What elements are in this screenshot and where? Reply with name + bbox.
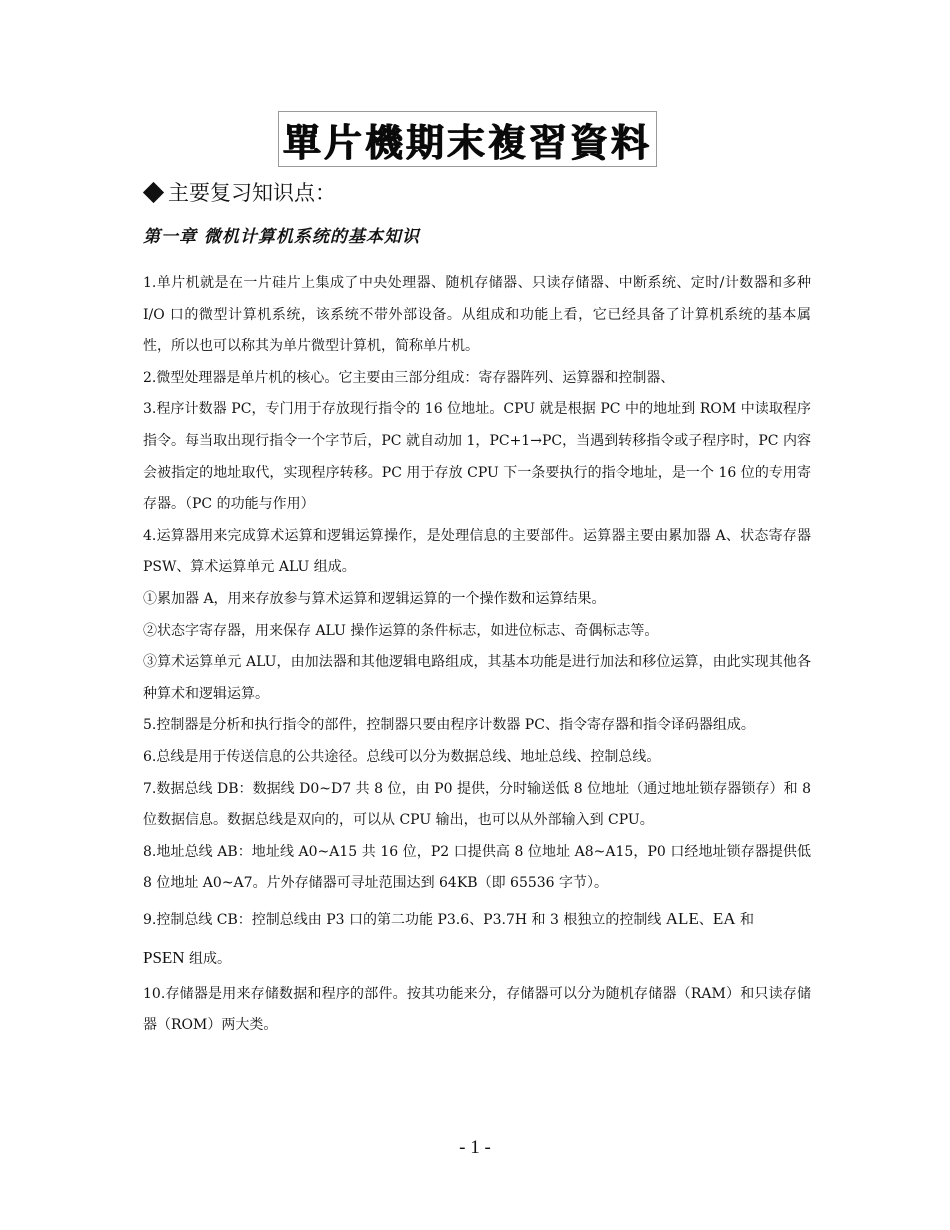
signal-ale: ALE [665,908,699,928]
paragraph-10: 10.存储器是用来存储数据和程序的部件。按其功能来分，存储器可以分为随机存储器（RAM）和只读存储器（ROM）两大类。 [143,985,811,1034]
paragraph-4: 4.运算器用来完成算术运算和逻辑运算操作，是处理信息的主要部件。运算器主要由累加器 A、状态寄存器 PSW、算术运算单元 ALU 组成。 [143,527,811,576]
section-header [143,178,336,206]
paragraph-2: 2.微型处理器是单片机的核心。它主要由三部分组成：寄存器阵列、运算器和控制器、 [143,369,675,386]
diamond-bullet-icon [143,181,164,202]
paragraph-8: 8.地址总线 AB：地址线 A0~A15 共 16 位，P2 口提供高 8 位地址 A8~A15，P0 口经地址锁存器提供低 8 位地址 A0~A7。片外存储器可寻址范围达到 64KB（即 65536 字节）。 [143,843,811,892]
paragraph-9-prefix: 9.控制总线 CB：控制总线由 P3 口的第二功能 P3.6、P3.7H 和 3 根独立的控制线 [143,911,666,928]
paragraph-9 [143,900,811,979]
title-banner [278,111,657,167]
body-text [143,268,811,1042]
paragraph-9-suffix: 组成。 [184,951,232,968]
document-title: 單片機期末複習資料 [282,120,652,165]
chapter-title: 第一章 微机计算机系统的基本知识 [143,227,420,247]
signal-psen: PSEN [143,948,185,968]
paragraph-5: 5.控制器是分析和执行指令的部件，控制器只要由程序计数器 PC、指令寄存器和指令译码器组成。 [143,717,755,734]
signal-ea: EA [712,908,736,928]
paragraph-7: 7.数据总线 DB：数据线 D0~D7 共 8 位，由 P0 提供，分时输送低 8 位地址（通过地址锁存器锁存）和 8 位数据信息。数据总线是双向的，可以从 CPU 输出，也可以从外部输入到 CPU。 [143,780,811,829]
paragraph-9-conjunction: 和 [735,911,754,928]
paragraph-4-item-2: ②状态字寄存器，用来保存 ALU 操作运算的条件标志，如进位标志、奇偶标志等。 [143,622,659,639]
page-number: - 1 - [459,1137,491,1158]
paragraph-4-item-1: ①累加器 A，用来存放参与算术运算和逻辑运算的一个操作数和运算结果。 [143,590,606,607]
paragraph-9-separator: 、 [698,911,713,928]
paragraph-1: 1.单片机就是在一片硅片上集成了中央处理器、随机存储器、只读存储器、中断系统、定时/计数器和多种 I/O 口的微型计算机系统，该系统不带外部设备。从组成和功能上看，它已经具备了计算机系统的基本属性，所以也可以称其为单片微型计算机，简称单片机。 [143,275,811,355]
section-label: 主要复习知识点： [168,181,336,205]
paragraph-4-item-3: ③算术运算单元 ALU，由加法器和其他逻辑电路组成，其基本功能是进行加法和移位运算，由此实现其他各种算术和逻辑运算。 [143,654,811,702]
paragraph-6: 6.总线是用于传送信息的公共途径。总线可以分为数据总线、地址总线、控制总线。 [143,748,661,765]
paragraph-3: 3.程序计数器 PC，专门用于存放现行指令的 16 位地址。CPU 就是根据 PC 中的地址到 ROM 中读取程序指令。每当取出现行指令一个字节后，PC 就自动加 1，PC+1→PC，当遇到转移指令或子程序时，PC 内容会被指定的地址取代，实现程序转移。PC 用于存放 CPU 下一条要执行的指令地址，是一个 16 位的专用寄存器。（PC 的功能与作用） [143,401,811,513]
